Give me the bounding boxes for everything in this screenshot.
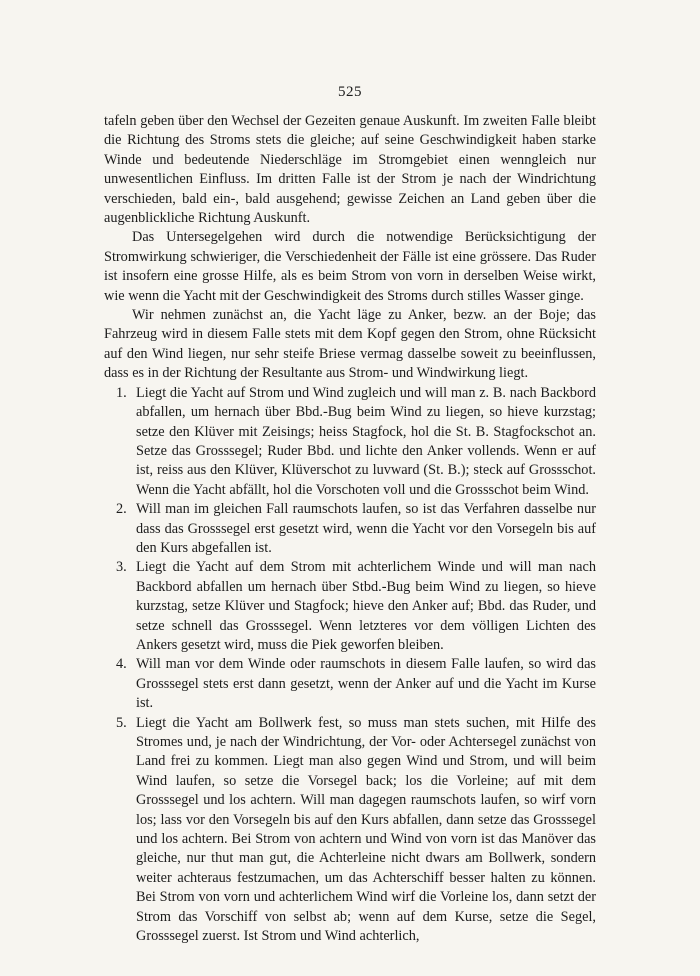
list-item — [104, 714, 596, 947]
page-body — [104, 112, 596, 946]
list-text: Will man vor dem Winde oder raumschots in diesem Falle laufen, so wird das Grosssegel stets erst dann gesetzt, wenn der Anker auf und die Yacht im Kurse ist. — [136, 656, 596, 712]
paragraph: Wir nehmen zunächst an, die Yacht läge zu Anker, bezw. an der Boje; das Fahrzeug wird in diesem Falle stets mit dem Kopf gegen den Strom, ohne Rücksicht auf den Wind liegen, nur sehr steife Briese vermag dasselbe soweit zu beeinflussen, dass es in der Richtung der Resultante aus Strom- und Windwirkung liegt. — [104, 307, 596, 382]
list-item — [104, 655, 596, 713]
list-item — [104, 500, 596, 558]
list-number: 3. — [116, 559, 127, 576]
list-item — [104, 384, 596, 500]
list-number: 2. — [116, 501, 127, 518]
list-item — [104, 558, 596, 655]
list-text: Liegt die Yacht auf dem Strom mit achterlichem Winde und will man nach Backbord abfallen um hernach über Stbd.-Bug beim Wind zu liegen, so hieve kurzstag, setze Klüver und Stagfock; hieve den Anker auf; Bbd. das Ruder, und setze schnell das Grosssegel. Wenn letzteres vor dem völligen Lichten des Ankers gesetzt wird, muss die Piek geworfen bleiben. — [136, 559, 596, 653]
list-number: 1. — [116, 384, 127, 401]
paragraph: tafeln geben über den Wechsel der Gezeiten genaue Auskunft. Im zweiten Falle bleibt die Richtung des Stroms stets die gleiche; auf seine Geschwindigkeit haben starke Winde und bedeutende Niederschläge im Stromgebiet einen wenngleich nur unwesentlichen Einfluss. Im dritten Falle ist der Strom je nach der Windrichtung verschieden, bald ein-, bald ausgehend; gewisse Zeichen an Land geben über die augenblickliche Richtung Auskunft. — [104, 113, 596, 227]
list-text: Liegt die Yacht auf Strom und Wind zugleich und will man z. B. nach Backbord abfallen, um hernach über Bbd.-Bug beim Wind zu liegen, so hieve kurzstag; setze den Klüver mit Zeisings; heiss Stagfock, hol die St. B. Stagfockschot an. Setze das Grosssegel; Ruder Bbd. und lichte den Anker vollends. Wenn er auf ist, reiss aus den Klüver, Klüverschot zu luvward (St. B.); steck auf Grossschot. Wenn die Yacht abfällt, hol die Vorschoten voll und die Grossschot beim Wind. — [136, 384, 596, 498]
list-number: 4. — [116, 656, 127, 673]
numbered-list — [104, 384, 596, 947]
page-number: 525 — [338, 84, 362, 100]
list-text: Liegt die Yacht am Bollwerk fest, so muss man stets suchen, mit Hilfe des Stromes und, je nach der Windrichtung, der Vor- oder Achtersegel zunächst von Land frei zu kommen. Liegt man also gegen Wind und Strom, und will beim Wind laufen, so setze die Vorsegel back; los die Vorleine; auf mit dem Grosssegel und los achtern. Will man dagegen raumschots laufen, so wirf vorn los; lass vor den Vorsegeln bis auf den Kurs abfallen, dann setze das Grosssegel und los achtern. Bei Strom von achtern und Wind von vorn ist das Manöver das gleiche, nur thut man gut, die Achterleine nicht dwars am Bollwerk, sondern weiter achteraus festzumachen, um das Achterschiff besser halten zu können. Bei Strom von vorn und achterlichem Wind wirf die Vorleine los, dann setzt der Strom das Vorschiff von selbst ab; wenn auf dem Kurse, setze die Segel, Grosssegel zuerst. Ist Strom und Wind achterlich, — [136, 714, 596, 945]
paragraph: Das Untersegelgehen wird durch die notwendige Berücksichtigung der Stromwirkung schwieriger, die Verschiedenheit der Fälle ist eine grössere. Das Ruder ist insofern eine grosse Hilfe, als es beim Strom von vorn in derselben Weise wirkt, wie wenn die Yacht mit der Geschwindigkeit des Stroms durch stilles Wasser ginge. — [104, 229, 596, 304]
list-number: 5. — [116, 714, 127, 731]
list-text: Will man im gleichen Fall raumschots laufen, so ist das Verfahren dasselbe nur dass das Grosssegel erst gesetzt wird, wenn die Yacht vor den Vorsegeln bis auf den Kurs abgefallen ist. — [136, 501, 596, 556]
